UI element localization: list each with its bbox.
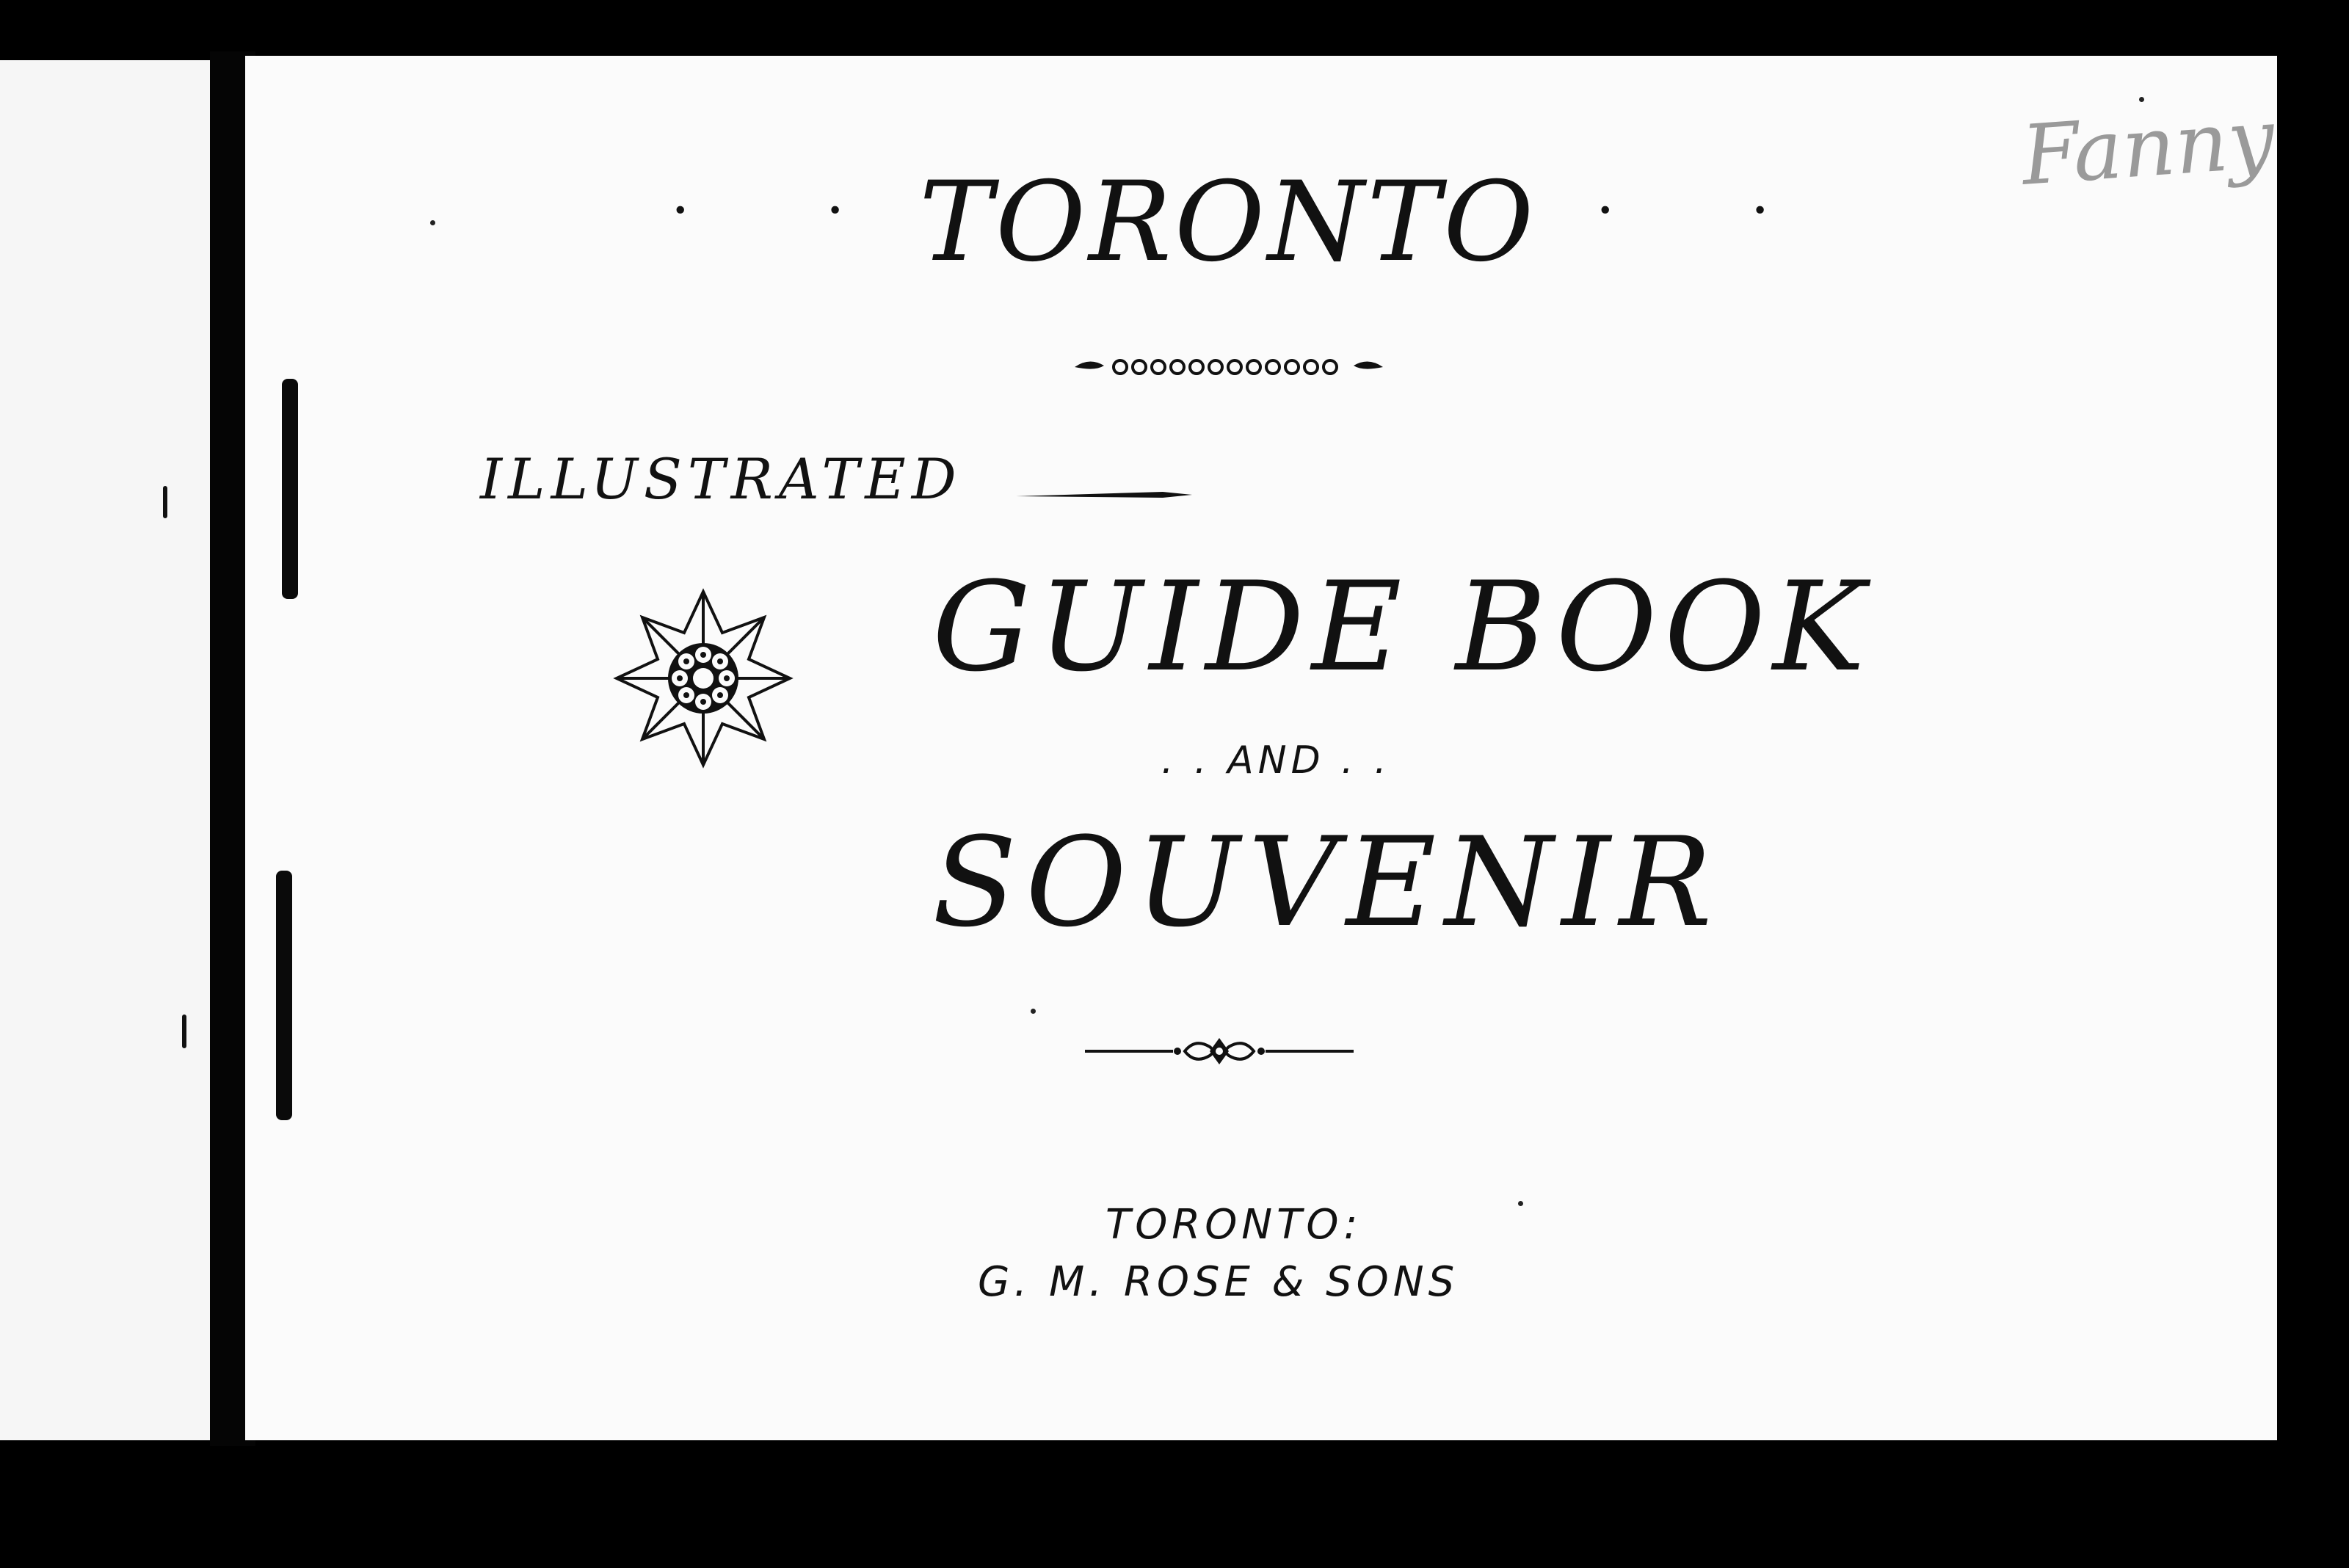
previous-page-edge [0, 60, 210, 1440]
bead-chain-ornament [1075, 352, 1383, 382]
heading-dots-right: . . [1596, 159, 1829, 227]
ink-speck [430, 220, 435, 225]
edge-mark [163, 486, 167, 518]
binding-hole [282, 379, 298, 599]
scroll-rule-ornament [1085, 1032, 1354, 1069]
binding-hole [276, 871, 292, 1120]
city-heading: TORONTO [919, 159, 1537, 286]
souvenir-title: SOUVENIR [932, 810, 1721, 954]
and-line: . . AND . . [1161, 738, 1391, 783]
handwritten-note: Fanny [2018, 91, 2278, 204]
illustrated-label: ILLUSTRATED [480, 446, 962, 512]
title-page [245, 56, 2277, 1440]
ink-speck [1031, 1009, 1036, 1014]
imprint-publisher: G. M. ROSE & SONS [978, 1258, 1459, 1306]
ink-speck [1518, 1201, 1523, 1206]
illustrated-rule [1016, 486, 1192, 501]
edge-mark [182, 1015, 186, 1048]
guide-book-title: GUIDE BOOK [932, 555, 1873, 699]
eight-point-star-ornament [614, 589, 793, 768]
heading-dots-left: . . [671, 159, 904, 227]
imprint-place: TORONTO: [1105, 1201, 1362, 1249]
